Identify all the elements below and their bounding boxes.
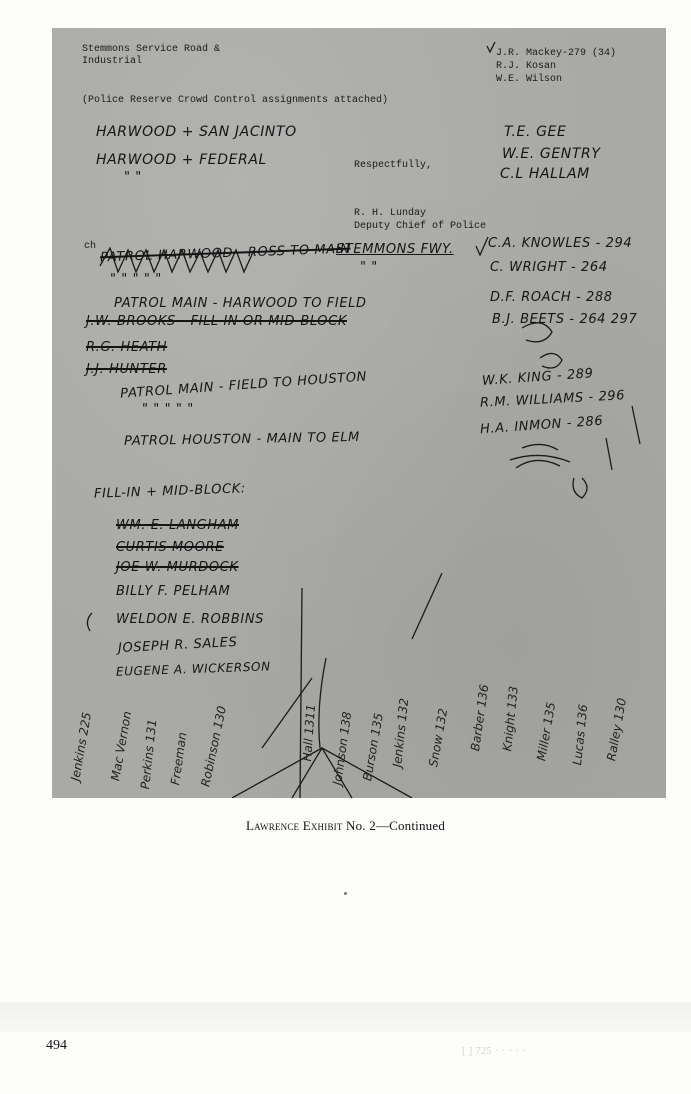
- signature-scribble-6: Hall 1311: [300, 703, 319, 762]
- patrol-main-field-to-houston: PATROL MAIN - FIELD TO HOUSTON: [119, 369, 368, 402]
- caption-suffix: No. 2—Continued: [346, 818, 446, 833]
- signature-scribble-8: Burson 135: [360, 711, 386, 782]
- signature-scribble-5: Robinson 130: [198, 704, 230, 788]
- signature-scribble-15: Ralley 130: [604, 696, 630, 762]
- bleed-through-text: [ ] 725 · · · · ·: [462, 1046, 527, 1057]
- struck-langham: WM. E. LANGHAM: [116, 518, 240, 533]
- struck-murdock: JOE W. MURDOCK: [116, 560, 239, 575]
- closing: Respectfully,: [354, 160, 433, 171]
- officer-line-3: W.E. Wilson: [496, 74, 563, 85]
- scanned-document: [52, 28, 666, 798]
- officer-line-1: J.R. Mackey-279 (34): [496, 48, 617, 59]
- location-line-2: Industrial: [82, 56, 143, 67]
- post-harwood-federal: HARWOOD + FEDERAL: [96, 152, 267, 168]
- officer-inmon: H.A. INMON - 286: [479, 413, 604, 438]
- name-sales: JOSEPH R. SALES: [117, 634, 238, 657]
- name-pelham: BILLY F. PELHAM: [116, 584, 231, 599]
- signature-scribble-10: Snow 132: [426, 707, 451, 768]
- ditto-marks: " ": [124, 170, 142, 185]
- caption-prefix: Lawrence Exhibit: [245, 818, 343, 833]
- patrol-houston-main-to-elm: PATROL HOUSTON - MAIN TO ELM: [123, 429, 361, 450]
- attachment-note: (Police Reserve Crowd Control assignments attached): [82, 95, 389, 106]
- signer-title: Deputy Chief of Police: [354, 221, 487, 232]
- name-wickerson: EUGENE A. WICKERSON: [115, 659, 271, 679]
- officer-hallam: C.L HALLAM: [500, 166, 590, 182]
- signature-scribble-3: Perkins 131: [138, 718, 160, 790]
- struck-brooks: J.W. BROOKS - FILL IN OR MID-BLOCK: [86, 314, 347, 329]
- signature-scribble-2: Mac Vernon: [108, 710, 135, 782]
- signature-scribble-7: Johnson 138: [330, 710, 355, 786]
- officer-line-2: R.J. Kosan: [496, 61, 557, 72]
- location-line-1: Stemmons Service Road &: [82, 44, 221, 55]
- signature-scribble-12: Knight 133: [500, 685, 521, 752]
- officer-beets: B.J. BEETS - 264 297: [492, 312, 638, 327]
- signature-scribble-13: Miller 135: [534, 701, 559, 762]
- scan-artifact-band: [0, 1002, 691, 1032]
- signature-scribble-4: Freeman: [168, 731, 190, 786]
- signer-name: R. H. Lunday: [354, 208, 427, 219]
- patrol-main-harwood-to-field: PATROL MAIN - HARWOOD TO FIELD: [114, 296, 367, 311]
- patrol-harwood-struck: PATROL HARWOOD - ROSS TO MAIN: [99, 241, 351, 266]
- officer-gee: T.E. GEE: [504, 124, 567, 140]
- signature-scribble-1: Jenkins 225: [68, 711, 95, 782]
- name-robbins: WELDON E. ROBBINS: [116, 612, 265, 627]
- struck-heath: R.G. HEATH: [86, 340, 168, 355]
- post-harwood-san-jacinto: HARWOOD + SAN JACINTO: [96, 124, 297, 140]
- ditto-stemmons: " ": [360, 260, 378, 275]
- officer-knowles: C.A. KNOWLES - 294: [488, 236, 633, 251]
- struck-hunter: J.J. HUNTER: [86, 362, 167, 377]
- struck-moore: CURTIS MOORE: [116, 540, 224, 555]
- officer-gentry: W.E. GENTRY: [502, 146, 601, 162]
- ditto-main-houston: " " " " ": [142, 402, 194, 417]
- officer-williams: R.M. WILLIAMS - 296: [479, 388, 626, 411]
- page-number: 494: [46, 1038, 67, 1053]
- stray-dot: [344, 892, 347, 895]
- fill-in-heading: FILL-IN + MID-BLOCK:: [93, 481, 247, 502]
- officer-king: W.K. KING - 289: [481, 366, 595, 389]
- stemmons-fwy: STEMMONS FWY.: [336, 242, 454, 257]
- signature-scribble-11: Barber 136: [468, 683, 492, 752]
- officer-roach: D.F. ROACH - 288: [490, 290, 613, 305]
- ditto-patrol: " " " " ": [110, 272, 162, 287]
- signature-scribble-9: Jenkins 132: [390, 697, 412, 768]
- signature-scribble-14: Lucas 136: [570, 703, 591, 766]
- margin-mark: ch: [84, 241, 97, 252]
- officer-wright: C. WRIGHT - 264: [490, 260, 608, 275]
- exhibit-caption: [0, 818, 691, 834]
